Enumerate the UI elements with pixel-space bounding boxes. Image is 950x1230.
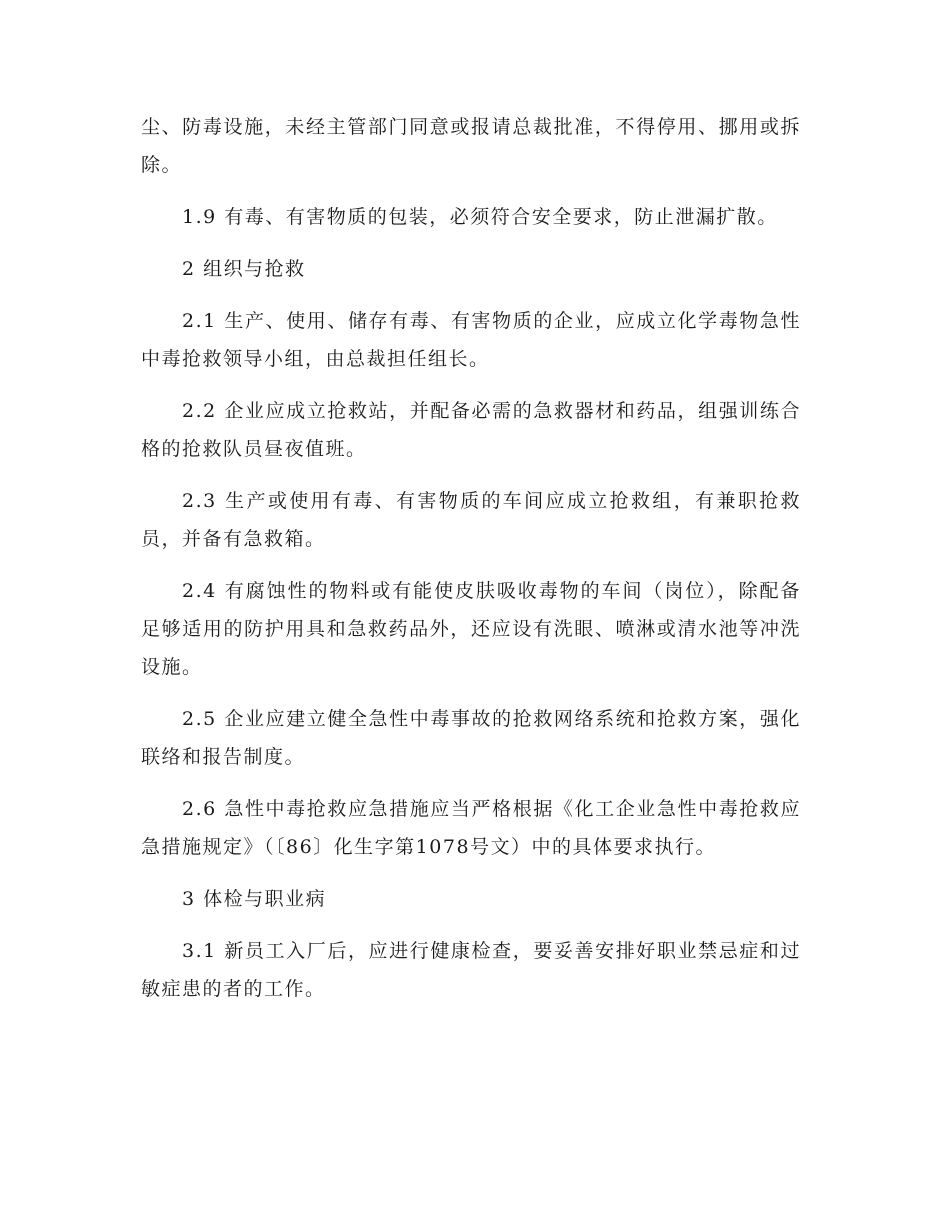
paragraph-1-9: 1.9 有毒、有害物质的包装，必须符合安全要求，防止泄漏扩散。: [182, 206, 778, 228]
paragraph-2-5: 2.5 企业应建立健全急性中毒事故的抢救网络系统和抢救方案，强化联络和报告制度。: [141, 708, 801, 768]
paragraph-continued-facilities: 尘、防毒设施，未经主管部门同意或报请总裁批准，不得停用、挪用或拆除。: [141, 116, 801, 176]
paragraph-3-1: 3.1 新员工入厂后，应进行健康检查，要妥善安排好职业禁忌症和过敏症患的者的工作。: [141, 940, 801, 1000]
paragraph-2-4: 2.4 有腐蚀性的物料或有能使皮肤吸收毒物的车间（岗位），除配备足够适用的防护用具和急救药品外，还应设有洗眼、喷淋或清水池等冲洗设施。: [141, 580, 801, 678]
section-heading-3: 3 体检与职业病: [182, 888, 327, 910]
paragraph-2-6: 2.6 急性中毒抢救应急措施应当严格根据《化工企业急性中毒抢救应急措施规定》（〔86〕化生字第1078号文）中的具体要求执行。: [141, 798, 801, 858]
paragraph-2-2: 2.2 企业应成立抢救站，并配备必需的急救器材和药品，组强训练合格的抢救队员昼夜值班。: [141, 400, 801, 460]
paragraph-2-1: 2.1 生产、使用、储存有毒、有害物质的企业，应成立化学毒物急性中毒抢救领导小组，由总裁担任组长。: [141, 310, 801, 370]
paragraph-2-3: 2.3 生产或使用有毒、有害物质的车间应成立抢救组，有兼职抢救员，并备有急救箱。: [141, 490, 801, 550]
section-heading-2: 2 组织与抢救: [182, 258, 306, 280]
document-body: [141, 108, 801, 1022]
